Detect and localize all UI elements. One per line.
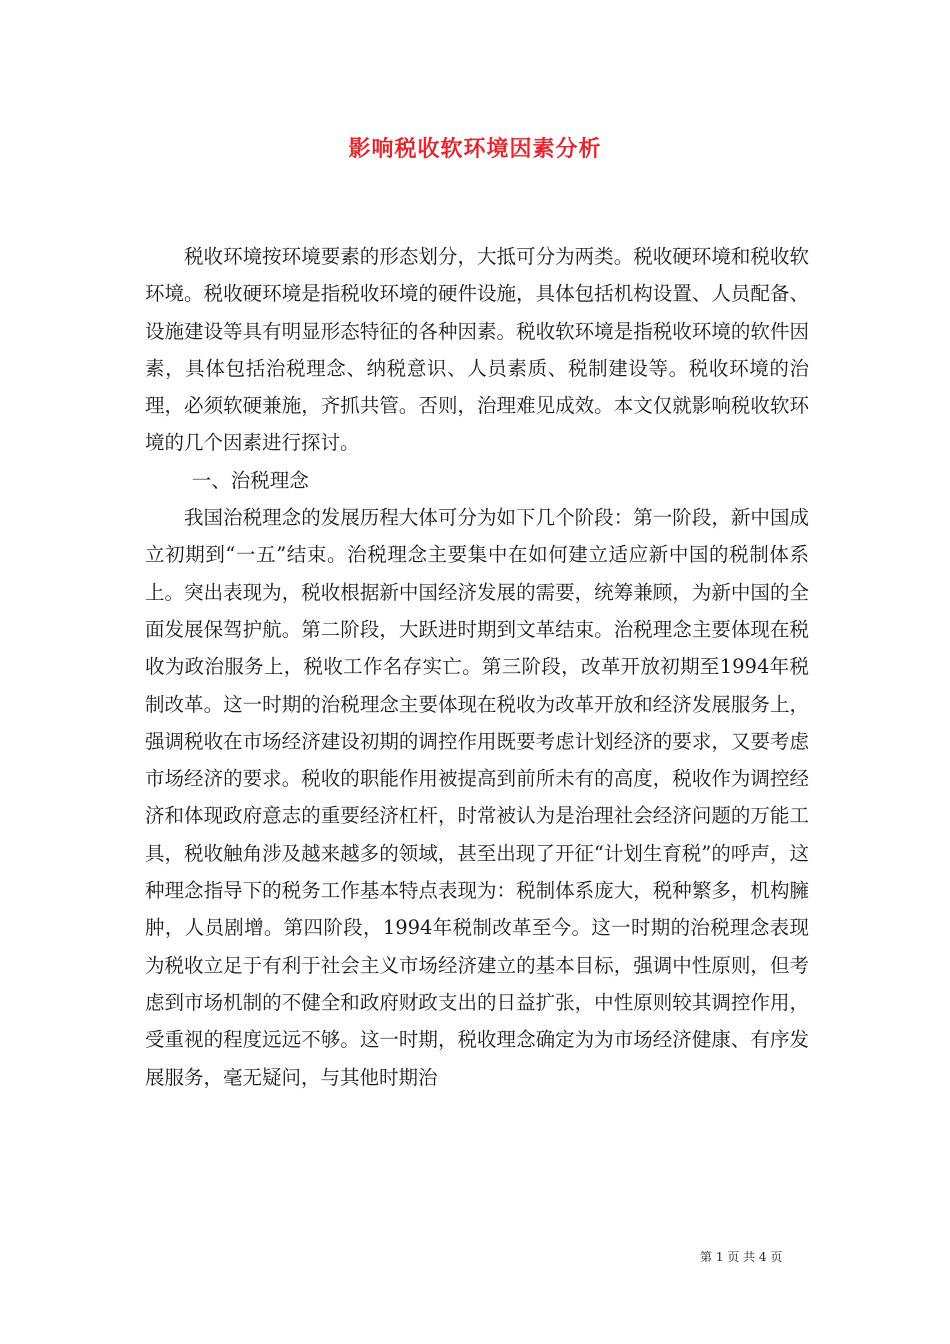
section-paragraph: 我国治税理念的发展历程大体可分为如下几个阶段：第一阶段，新中国成立初期到“一五”结束。治税理念主要集中在如何建立适应新中国的税制体系上。突出表现为，税收根据新中国经济发展的需要，统筹兼顾，为新中国的全面发展保驾护航。第二阶段，大跃进时期到文革结束。治税理念主要体现在税收为政治服务上，税收工作名存实亡。第三阶段，改革开放初期至1994年税制改革。这一时期的治税理念主要体现在税收为改革开放和经济发展服务上，强调税收在市场经济建设初期的调控作用既要考虑计划经济的要求，又要考虑市场经济的要求。税收的职能作用被提高到前所未有的高度，税收作为调控经济和体现政府意志的重要经济杠杆，时常被认为是治理社会经济问题的万能工具，税收触角涉及越来越多的领域，甚至出现了开征“计划生育税”的呼声，这种理念指导下的税务工作基本特点表现为：税制体系庞大，税种繁多，机构臃肿，人员剧增。第四阶段，1994年税制改革至今。这一时期的治税理念表现为税收立足于有利于社会主义市场经济建立的基本目标，强调中性原则，但考虑到市场机制的不健全和政府财政支出的日益扩张，中性原则较其调控作用，受重视的程度远远不够。这一时期，税收理念确定为为市场经济健康、有序发展服务，毫无疑问，与其他时期治 [145,506,809,1089]
page-number: 第 1 页 共 4 页 [700,1250,783,1264]
intro-paragraph: 税收环境按环境要素的形态划分，大抵可分为两类。税收硬环境和税收软环境。税收硬环境是指税收环境的硬件设施，具体包括机构设置、人员配备、设施建设等具有明显形态特征的各种因素。税收软环境是指税收环境的软件因素，具体包括治税理念、纳税意识、人员素质、税制建设等。税收环境的治理，必须软硬兼施，齐抓共管。否则，治理难见成效。本文仅就影响税收软环境的几个因素进行探讨。 [145,245,809,455]
section-heading: 一、治税理念 [191,468,309,492]
document-body [145,238,809,1096]
document-title: 影响税收软环境因素分析 [348,136,602,162]
